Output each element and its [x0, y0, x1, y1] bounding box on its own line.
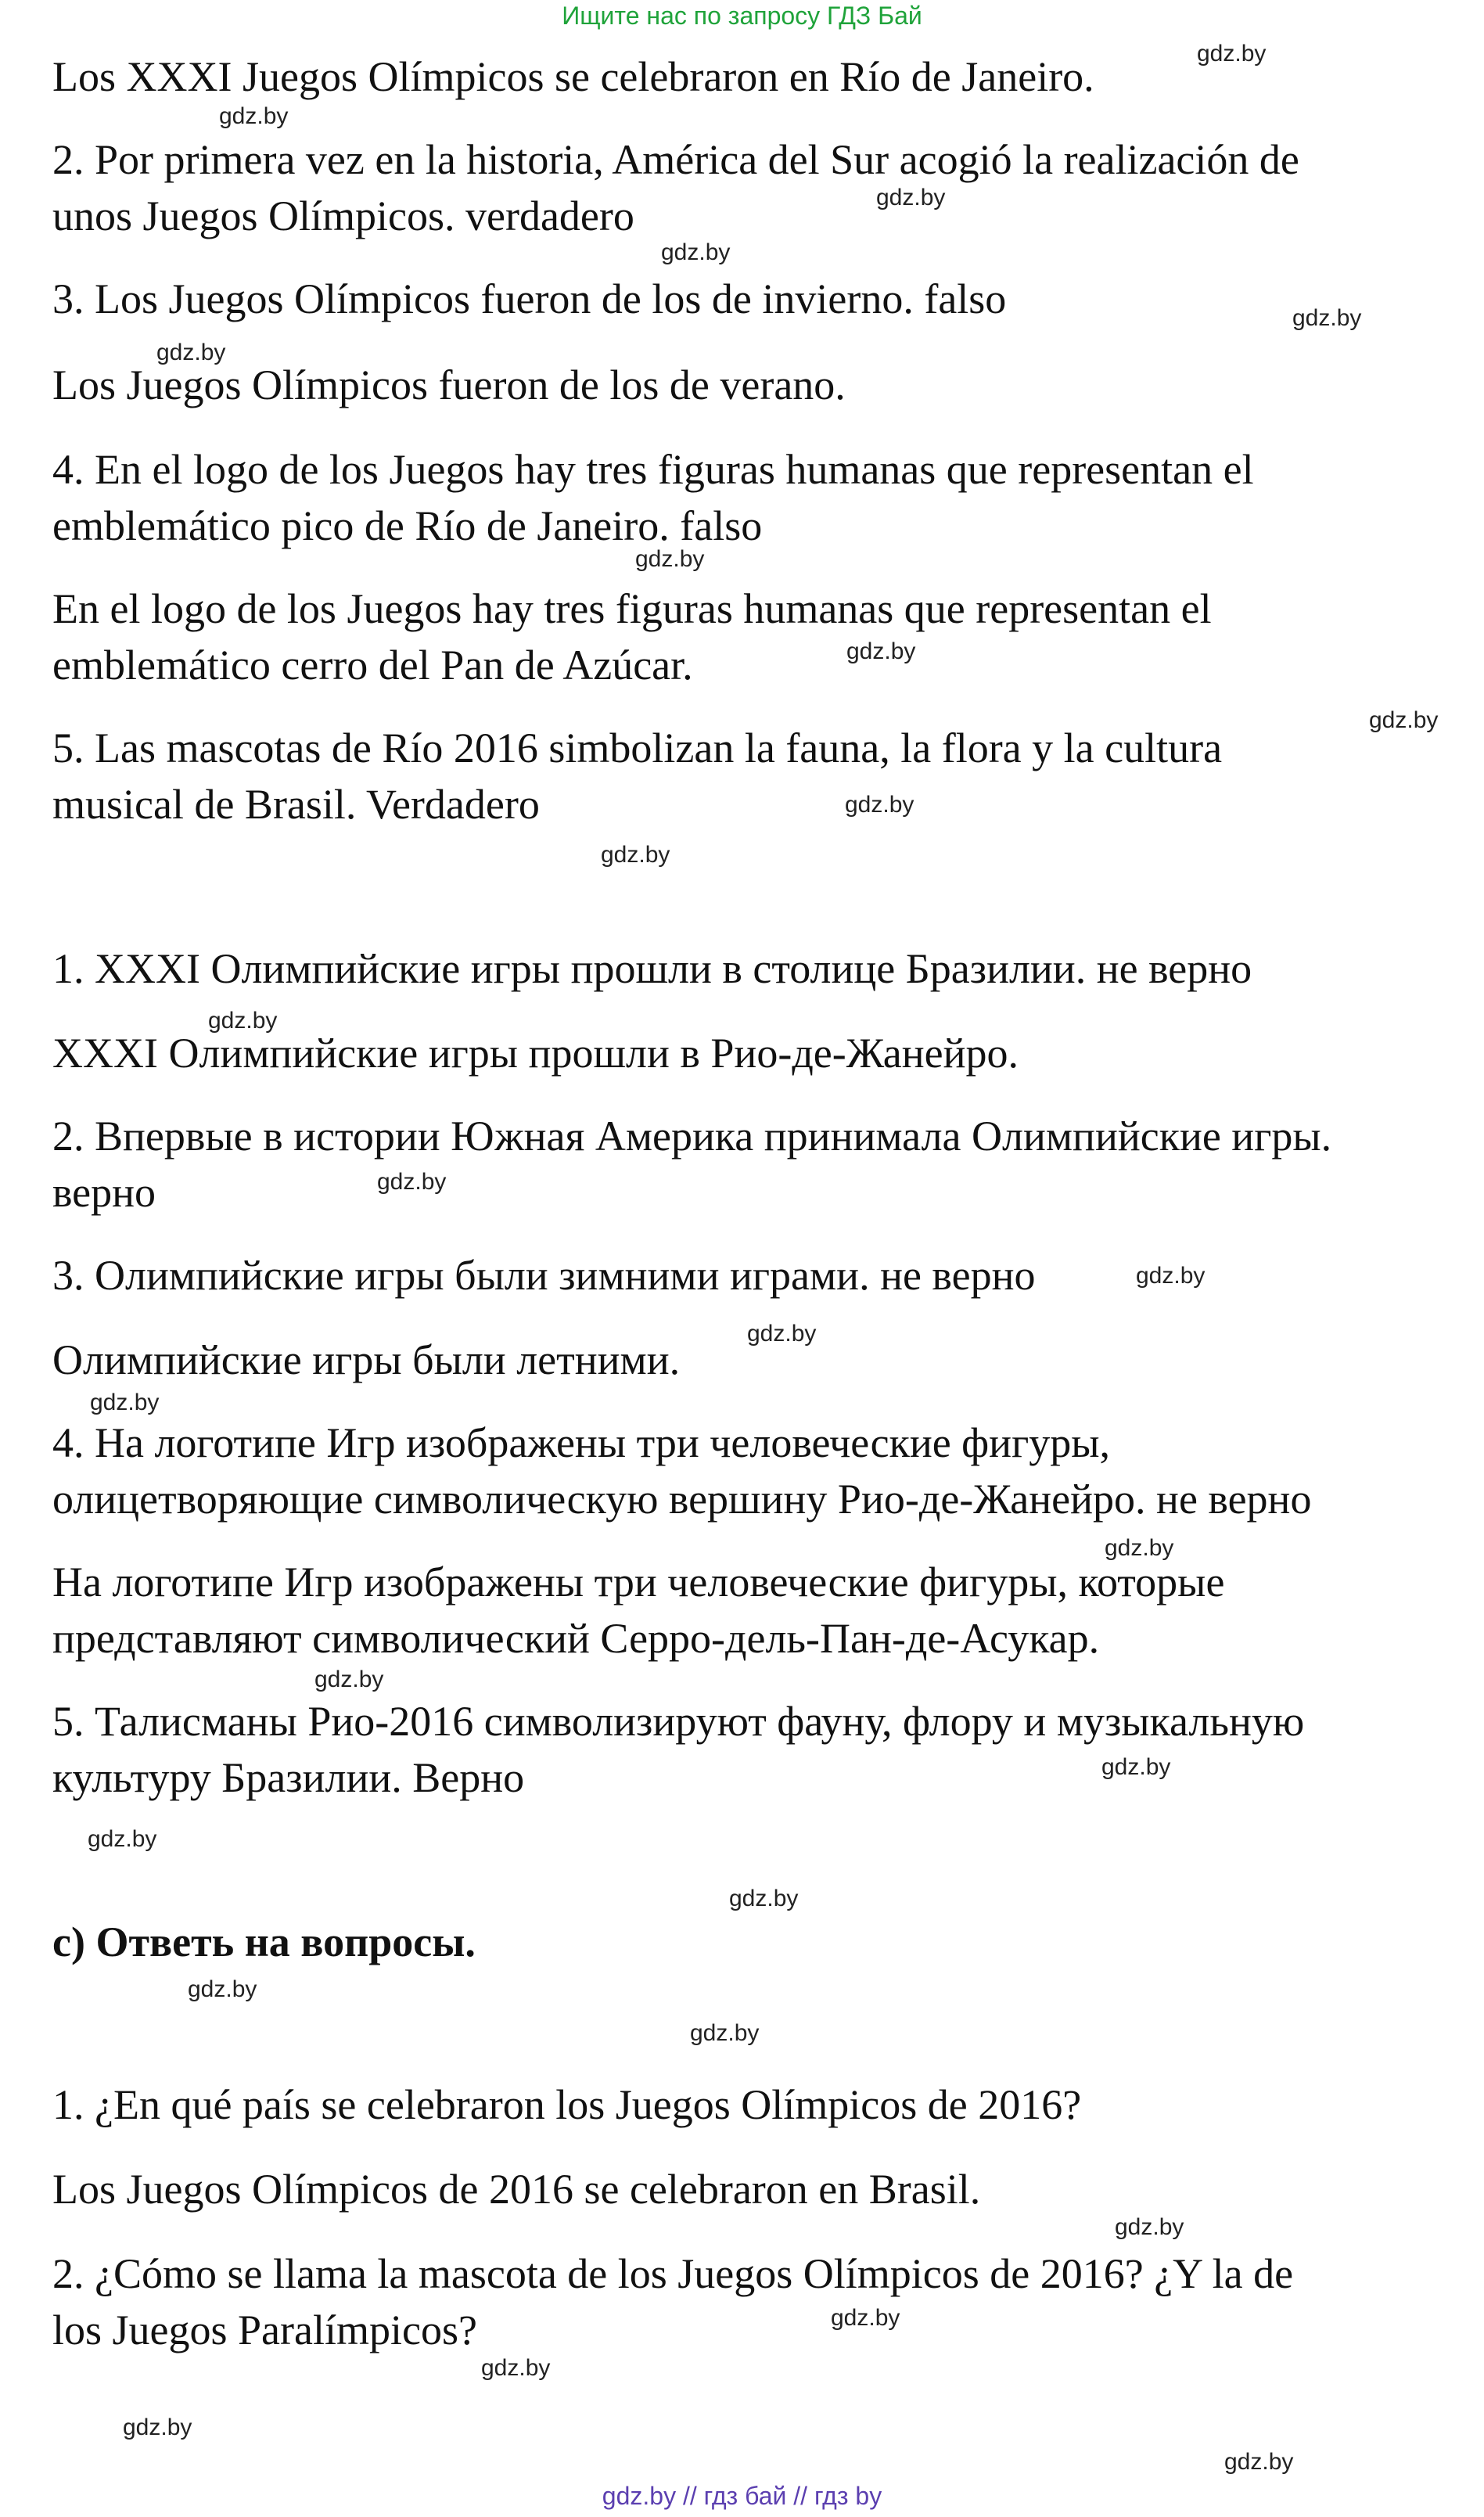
text-line: Los Juegos Olímpicos de 2016 se celebraron en Brasil. [52, 2166, 981, 2213]
watermark: gdz.by [208, 1008, 278, 1034]
watermark: gdz.by [876, 185, 946, 210]
text-line: 1. XXXI Олимпийские игры прошли в столице Бразилии. не верно [52, 945, 1252, 992]
text-line: представляют символический Серро-дель-Пан-де-Асукар. [52, 1615, 1100, 1662]
text-line: 1. ¿En qué país se celebraron los Juegos Olímpicos de 2016? [52, 2081, 1082, 2128]
footer-links [0, 2480, 1484, 2512]
footer-separator: // [793, 2482, 808, 2510]
watermark: gdz.by [188, 1976, 257, 2002]
watermark: gdz.by [1136, 1263, 1206, 1289]
footer-link[interactable]: гдз by [814, 2482, 882, 2510]
text-line: На логотипе Игр изображены три человеческие фигуры, которые [52, 1559, 1225, 1605]
watermark: gdz.by [1224, 2449, 1294, 2475]
watermark: gdz.by [1369, 707, 1439, 733]
watermark: gdz.by [88, 1826, 157, 1852]
watermark: gdz.by [156, 340, 226, 365]
watermark: gdz.by [1101, 1754, 1171, 1780]
watermark: gdz.by [123, 2415, 192, 2440]
text-line: 2. Por primera vez en la historia, América del Sur acogió la realización de [52, 136, 1299, 183]
text-line: emblemático cerro del Pan de Azúcar. [52, 642, 693, 689]
watermark: gdz.by [1115, 2214, 1184, 2240]
text-line: XXXI Олимпийские игры прошли в Рио-де-Жанейро. [52, 1030, 1019, 1077]
watermark: gdz.by [690, 2020, 760, 2046]
watermark: gdz.by [747, 1321, 817, 1347]
text-line: unos Juegos Olímpicos. verdadero [52, 192, 634, 239]
text-line: 3. Олимпийские игры были зимними играми. не верно [52, 1252, 1036, 1299]
text-line: Los XXXI Juegos Olímpicos se celebraron en Río de Janeiro. [52, 53, 1094, 100]
text-line: emblemático pico de Río de Janeiro. falso [52, 502, 763, 549]
text-line: 5. Las mascotas de Río 2016 simbolizan la fauna, la flora y la cultura [52, 725, 1223, 771]
watermark: gdz.by [845, 792, 914, 818]
text-line: los Juegos Paralímpicos? [52, 2307, 477, 2353]
text-line: 2. Впервые в истории Южная Америка принимала Олимпийские игры. [52, 1113, 1332, 1160]
watermark: gdz.by [635, 546, 705, 572]
watermark: gdz.by [219, 103, 289, 129]
section-heading: c) Ответь на вопросы. [52, 1918, 476, 1965]
watermark: gdz.by [601, 842, 670, 868]
top-banner[interactable]: Ищите нас по запросу ГДЗ Бай [562, 2, 922, 30]
text-line: En el logo de los Juegos hay tres figuras humanas que representan el [52, 585, 1212, 632]
watermark: gdz.by [846, 638, 916, 664]
text-line: олицетворяющие символическую вершину Рио-де-Жанейро. не верно [52, 1476, 1312, 1523]
footer-separator: // [682, 2482, 697, 2510]
watermark: gdz.by [729, 1886, 799, 1911]
text-line: 2. ¿Cómo se llama la mascota de los Juegos Olímpicos de 2016? ¿Y la de [52, 2250, 1294, 2297]
watermark: gdz.by [1197, 41, 1267, 67]
text-line: 5. Талисманы Рио-2016 символизируют фауну, флору и музыкальную [52, 1698, 1305, 1745]
footer-link[interactable]: гдз бай [703, 2482, 787, 2510]
watermark: gdz.by [377, 1169, 447, 1195]
watermark: gdz.by [90, 1390, 160, 1415]
watermark: gdz.by [661, 239, 731, 265]
text-line: 3. Los Juegos Olímpicos fueron de los de invierno. falso [52, 275, 1007, 322]
footer-link[interactable]: gdz.by [602, 2482, 677, 2510]
text-line: 4. На логотипе Игр изображены три человеческие фигуры, [52, 1419, 1111, 1466]
text-line: musical de Brasil. Verdadero [52, 781, 540, 828]
watermark: gdz.by [481, 2355, 551, 2381]
watermark: gdz.by [314, 1667, 384, 1692]
watermark: gdz.by [831, 2305, 900, 2331]
text-line: культуру Бразилии. Верно [52, 1754, 525, 1801]
text-line: 4. En el logo de los Juegos hay tres figuras humanas que representan el [52, 446, 1254, 493]
text-line: Олимпийские игры были летними. [52, 1336, 681, 1383]
text-line: Los Juegos Olímpicos fueron de los de verano. [52, 361, 846, 408]
watermark: gdz.by [1105, 1535, 1174, 1561]
text-line: верно [52, 1169, 156, 1216]
watermark: gdz.by [1292, 305, 1362, 331]
